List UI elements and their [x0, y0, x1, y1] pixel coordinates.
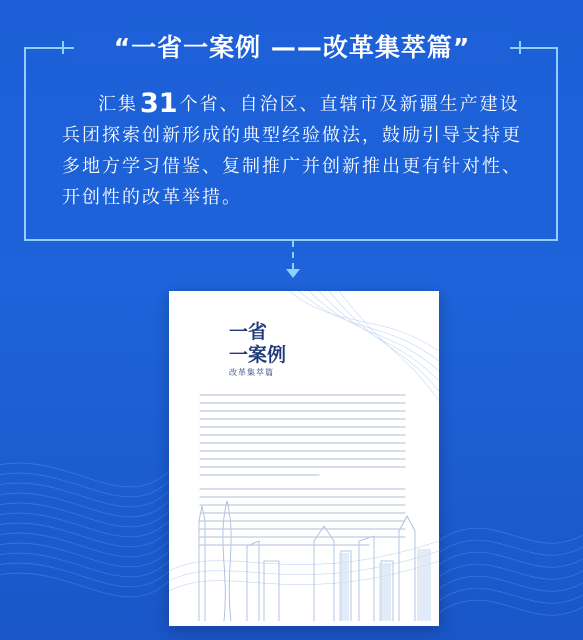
- book-title-line-2: 一案例: [229, 344, 287, 366]
- section-title: “一省一案例 ——改革集萃篇”: [113, 33, 471, 62]
- intro-text: 个省、自治区、直辖市及新疆生产建设兵团探索创新形成的典型经验做法，鼓励引导支持更多地方学习借鉴、复制推广并创新推出更有针对性、开创性的改革举措。: [62, 94, 522, 208]
- book-title: [229, 321, 286, 367]
- province-count: 31: [140, 88, 178, 119]
- book-subtitle: 改革集萃篇: [229, 368, 274, 377]
- frame-tick-right: [519, 41, 521, 54]
- down-arrow-icon: [286, 269, 300, 278]
- book-title-line-1: 一省: [229, 321, 268, 343]
- book-cover: [169, 291, 439, 626]
- intro-paragraph: [62, 88, 522, 213]
- intro-prefix: 汇集: [98, 94, 138, 115]
- frame-tick-left: [62, 41, 64, 54]
- book-cover-artwork: [169, 291, 439, 626]
- dashed-connector: [292, 241, 294, 269]
